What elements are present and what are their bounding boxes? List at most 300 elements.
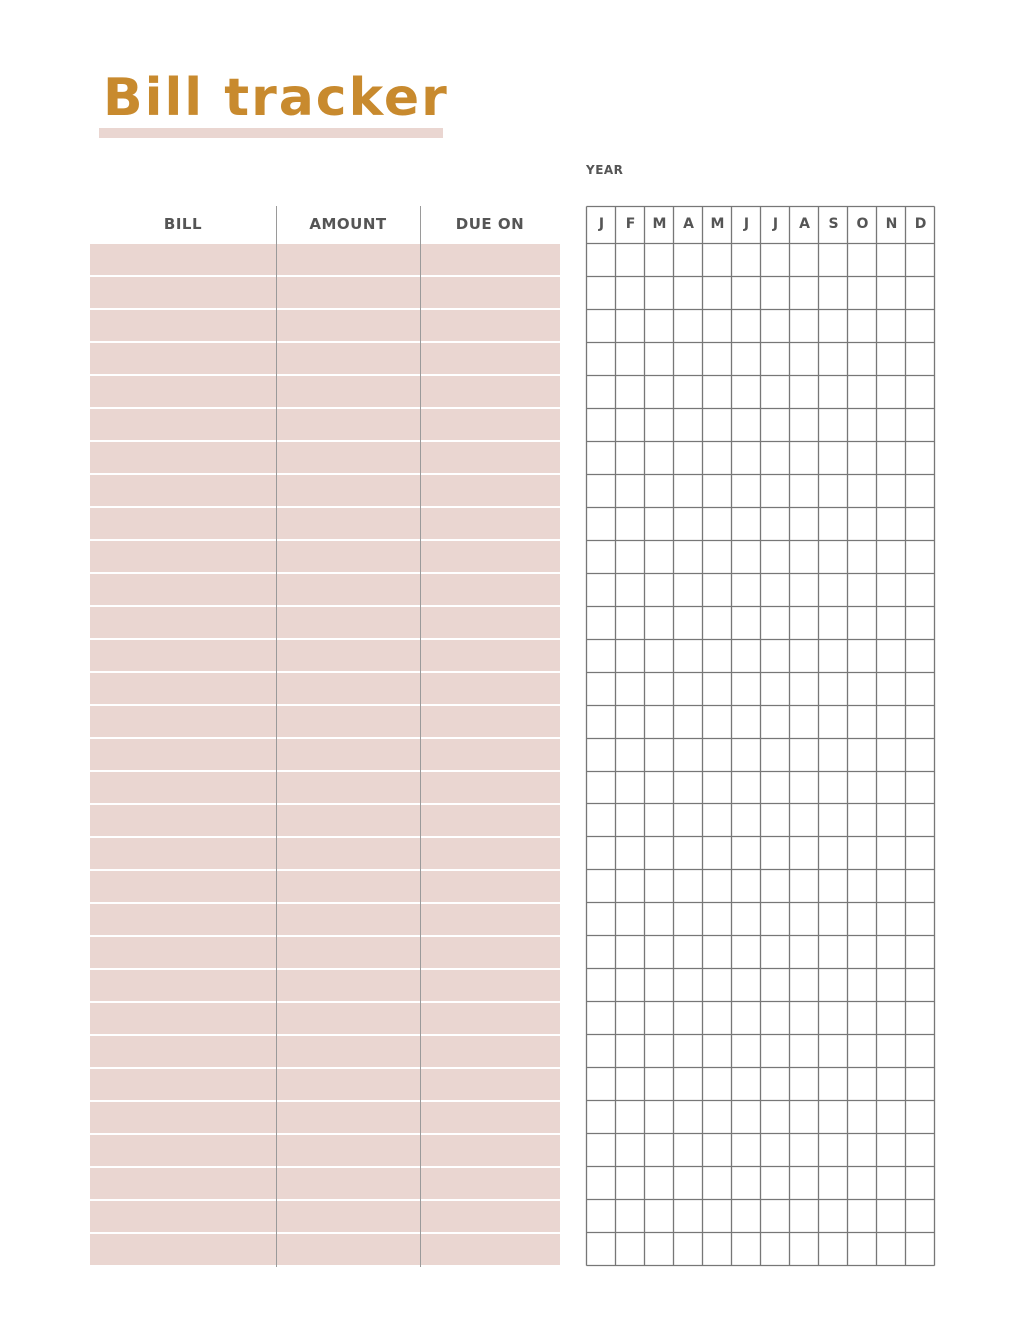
month-checkbox-cell[interactable] [587,969,615,1001]
month-checkbox-cell[interactable] [674,475,702,507]
month-checkbox-cell[interactable] [732,739,760,771]
month-checkbox-cell[interactable] [848,1002,876,1034]
month-checkbox-cell[interactable] [790,508,818,540]
month-checkbox-cell[interactable] [761,442,789,474]
month-checkbox-cell[interactable] [877,409,905,441]
month-checkbox-cell[interactable] [819,475,847,507]
month-checkbox-cell[interactable] [790,706,818,738]
month-checkbox-cell[interactable] [674,837,702,869]
month-checkbox-cell[interactable] [848,837,876,869]
month-checkbox-cell[interactable] [848,706,876,738]
month-checkbox-cell[interactable] [674,706,702,738]
month-checkbox-cell[interactable] [761,277,789,309]
month-checkbox-cell[interactable] [587,1002,615,1034]
month-checkbox-cell[interactable] [790,409,818,441]
month-checkbox-cell[interactable] [819,574,847,606]
month-checkbox-cell[interactable] [703,508,731,540]
bill-row[interactable] [90,1069,560,1100]
month-checkbox-cell[interactable] [761,640,789,672]
month-checkbox-cell[interactable] [674,607,702,639]
month-checkbox-cell[interactable] [848,310,876,342]
month-checkbox-cell[interactable] [674,376,702,408]
month-checkbox-cell[interactable] [761,343,789,375]
month-checkbox-cell[interactable] [674,574,702,606]
month-checkbox-cell[interactable] [587,343,615,375]
month-checkbox-cell[interactable] [906,508,934,540]
month-checkbox-cell[interactable] [645,409,673,441]
bill-row[interactable] [90,904,560,935]
bill-row[interactable] [90,475,560,506]
month-checkbox-cell[interactable] [616,277,644,309]
month-checkbox-cell[interactable] [790,1035,818,1067]
month-checkbox-cell[interactable] [877,837,905,869]
month-checkbox-cell[interactable] [587,244,615,276]
month-checkbox-cell[interactable] [761,541,789,573]
bill-row[interactable] [90,574,560,605]
month-checkbox-cell[interactable] [761,804,789,836]
bill-row[interactable] [90,1168,560,1199]
month-checkbox-cell[interactable] [790,1002,818,1034]
month-checkbox-cell[interactable] [819,804,847,836]
month-checkbox-cell[interactable] [674,936,702,968]
month-checkbox-cell[interactable] [703,837,731,869]
month-checkbox-cell[interactable] [790,574,818,606]
month-checkbox-cell[interactable] [848,244,876,276]
month-checkbox-cell[interactable] [761,607,789,639]
month-checkbox-cell[interactable] [674,409,702,441]
month-checkbox-cell[interactable] [848,1134,876,1166]
month-checkbox-cell[interactable] [790,640,818,672]
month-checkbox-cell[interactable] [587,1134,615,1166]
month-checkbox-cell[interactable] [848,442,876,474]
month-checkbox-cell[interactable] [906,1167,934,1199]
month-checkbox-cell[interactable] [819,1068,847,1100]
month-checkbox-cell[interactable] [790,837,818,869]
month-checkbox-cell[interactable] [645,607,673,639]
month-checkbox-cell[interactable] [877,277,905,309]
month-checkbox-cell[interactable] [848,870,876,902]
month-checkbox-cell[interactable] [819,1167,847,1199]
month-checkbox-cell[interactable] [674,673,702,705]
month-checkbox-cell[interactable] [790,343,818,375]
month-checkbox-cell[interactable] [761,837,789,869]
month-checkbox-cell[interactable] [906,1200,934,1232]
month-checkbox-cell[interactable] [645,277,673,309]
month-checkbox-cell[interactable] [761,1002,789,1034]
bill-row[interactable] [90,838,560,869]
bill-row[interactable] [90,508,560,539]
month-checkbox-cell[interactable] [616,1101,644,1133]
month-checkbox-cell[interactable] [906,1035,934,1067]
month-checkbox-cell[interactable] [761,706,789,738]
month-checkbox-cell[interactable] [790,772,818,804]
month-checkbox-cell[interactable] [877,772,905,804]
month-checkbox-cell[interactable] [645,936,673,968]
month-checkbox-cell[interactable] [616,1002,644,1034]
month-checkbox-cell[interactable] [645,772,673,804]
month-checkbox-cell[interactable] [906,1101,934,1133]
month-checkbox-cell[interactable] [703,936,731,968]
month-checkbox-cell[interactable] [703,1101,731,1133]
month-checkbox-cell[interactable] [587,739,615,771]
month-checkbox-cell[interactable] [877,969,905,1001]
month-checkbox-cell[interactable] [848,1200,876,1232]
month-checkbox-cell[interactable] [674,1068,702,1100]
month-checkbox-cell[interactable] [645,673,673,705]
month-checkbox-cell[interactable] [906,673,934,705]
month-checkbox-cell[interactable] [761,1101,789,1133]
month-checkbox-cell[interactable] [587,541,615,573]
month-checkbox-cell[interactable] [790,870,818,902]
month-checkbox-cell[interactable] [819,376,847,408]
month-checkbox-cell[interactable] [819,1200,847,1232]
month-checkbox-cell[interactable] [906,442,934,474]
bill-row[interactable] [90,277,560,308]
month-checkbox-cell[interactable] [587,310,615,342]
month-checkbox-cell[interactable] [674,1035,702,1067]
month-checkbox-cell[interactable] [790,1200,818,1232]
bill-row[interactable] [90,1135,560,1166]
month-checkbox-cell[interactable] [674,870,702,902]
month-checkbox-cell[interactable] [790,969,818,1001]
month-checkbox-cell[interactable] [906,903,934,935]
month-checkbox-cell[interactable] [645,1068,673,1100]
month-checkbox-cell[interactable] [703,310,731,342]
month-checkbox-cell[interactable] [732,673,760,705]
month-checkbox-cell[interactable] [674,343,702,375]
month-checkbox-cell[interactable] [790,739,818,771]
month-checkbox-cell[interactable] [790,244,818,276]
bill-row[interactable] [90,376,560,407]
month-checkbox-cell[interactable] [587,574,615,606]
month-checkbox-cell[interactable] [645,244,673,276]
month-checkbox-cell[interactable] [790,1167,818,1199]
month-checkbox-cell[interactable] [616,310,644,342]
month-checkbox-cell[interactable] [877,706,905,738]
month-checkbox-cell[interactable] [877,1035,905,1067]
month-checkbox-cell[interactable] [877,607,905,639]
month-checkbox-cell[interactable] [616,1068,644,1100]
month-checkbox-cell[interactable] [877,442,905,474]
month-checkbox-cell[interactable] [645,1233,673,1265]
month-checkbox-cell[interactable] [790,541,818,573]
month-checkbox-cell[interactable] [674,804,702,836]
month-checkbox-cell[interactable] [616,969,644,1001]
month-checkbox-cell[interactable] [674,508,702,540]
month-checkbox-cell[interactable] [587,442,615,474]
month-checkbox-cell[interactable] [645,969,673,1001]
month-checkbox-cell[interactable] [732,1134,760,1166]
month-checkbox-cell[interactable] [703,277,731,309]
month-checkbox-cell[interactable] [732,640,760,672]
month-checkbox-cell[interactable] [877,475,905,507]
month-checkbox-cell[interactable] [674,1002,702,1034]
month-checkbox-cell[interactable] [674,969,702,1001]
month-checkbox-cell[interactable] [848,409,876,441]
month-checkbox-cell[interactable] [616,343,644,375]
month-checkbox-cell[interactable] [732,804,760,836]
month-checkbox-cell[interactable] [848,1101,876,1133]
month-checkbox-cell[interactable] [790,376,818,408]
month-checkbox-cell[interactable] [906,343,934,375]
month-checkbox-cell[interactable] [587,475,615,507]
month-checkbox-cell[interactable] [703,1167,731,1199]
month-checkbox-cell[interactable] [703,772,731,804]
month-checkbox-cell[interactable] [906,409,934,441]
month-checkbox-cell[interactable] [703,607,731,639]
month-checkbox-cell[interactable] [703,1002,731,1034]
month-checkbox-cell[interactable] [761,673,789,705]
month-checkbox-cell[interactable] [848,376,876,408]
month-checkbox-cell[interactable] [674,541,702,573]
month-checkbox-cell[interactable] [645,475,673,507]
month-checkbox-cell[interactable] [906,541,934,573]
month-checkbox-cell[interactable] [732,475,760,507]
month-checkbox-cell[interactable] [587,804,615,836]
month-checkbox-cell[interactable] [645,574,673,606]
month-checkbox-cell[interactable] [645,508,673,540]
month-checkbox-cell[interactable] [761,969,789,1001]
month-checkbox-cell[interactable] [819,1233,847,1265]
month-checkbox-cell[interactable] [703,574,731,606]
month-checkbox-cell[interactable] [732,574,760,606]
bill-row[interactable] [90,607,560,638]
month-checkbox-cell[interactable] [703,739,731,771]
month-checkbox-cell[interactable] [645,442,673,474]
month-checkbox-cell[interactable] [616,1233,644,1265]
month-checkbox-cell[interactable] [645,640,673,672]
month-checkbox-cell[interactable] [587,640,615,672]
month-checkbox-cell[interactable] [587,673,615,705]
month-checkbox-cell[interactable] [790,804,818,836]
month-checkbox-cell[interactable] [906,310,934,342]
month-checkbox-cell[interactable] [819,936,847,968]
month-checkbox-cell[interactable] [587,837,615,869]
month-checkbox-cell[interactable] [848,475,876,507]
month-checkbox-cell[interactable] [877,1134,905,1166]
month-checkbox-cell[interactable] [790,673,818,705]
month-checkbox-cell[interactable] [761,1167,789,1199]
month-checkbox-cell[interactable] [877,574,905,606]
month-checkbox-cell[interactable] [906,277,934,309]
month-checkbox-cell[interactable] [674,640,702,672]
month-checkbox-cell[interactable] [616,673,644,705]
bill-row[interactable] [90,739,560,770]
month-checkbox-cell[interactable] [732,936,760,968]
month-checkbox-cell[interactable] [703,475,731,507]
month-checkbox-cell[interactable] [703,1200,731,1232]
month-checkbox-cell[interactable] [616,574,644,606]
month-checkbox-cell[interactable] [761,508,789,540]
month-checkbox-cell[interactable] [616,804,644,836]
month-checkbox-cell[interactable] [587,1233,615,1265]
month-checkbox-cell[interactable] [616,409,644,441]
month-checkbox-cell[interactable] [732,1233,760,1265]
month-checkbox-cell[interactable] [732,1200,760,1232]
month-checkbox-cell[interactable] [906,772,934,804]
bill-row[interactable] [90,1102,560,1133]
bill-row[interactable] [90,1201,560,1232]
month-checkbox-cell[interactable] [587,607,615,639]
month-checkbox-cell[interactable] [587,706,615,738]
bill-row[interactable] [90,673,560,704]
month-checkbox-cell[interactable] [616,376,644,408]
month-checkbox-cell[interactable] [848,739,876,771]
month-checkbox-cell[interactable] [819,903,847,935]
month-checkbox-cell[interactable] [877,640,905,672]
month-checkbox-cell[interactable] [906,1134,934,1166]
month-checkbox-cell[interactable] [819,244,847,276]
month-checkbox-cell[interactable] [819,607,847,639]
month-checkbox-cell[interactable] [819,969,847,1001]
month-checkbox-cell[interactable] [645,1200,673,1232]
month-checkbox-cell[interactable] [877,1101,905,1133]
month-checkbox-cell[interactable] [703,1233,731,1265]
month-checkbox-cell[interactable] [732,969,760,1001]
month-checkbox-cell[interactable] [616,640,644,672]
month-checkbox-cell[interactable] [645,870,673,902]
month-checkbox-cell[interactable] [587,870,615,902]
month-checkbox-cell[interactable] [587,1101,615,1133]
month-checkbox-cell[interactable] [906,837,934,869]
month-checkbox-cell[interactable] [819,1002,847,1034]
month-checkbox-cell[interactable] [616,772,644,804]
bill-row[interactable] [90,970,560,1001]
month-checkbox-cell[interactable] [645,804,673,836]
bill-row[interactable] [90,1234,560,1265]
month-checkbox-cell[interactable] [587,1200,615,1232]
month-checkbox-cell[interactable] [732,607,760,639]
month-checkbox-cell[interactable] [848,343,876,375]
month-checkbox-cell[interactable] [848,541,876,573]
month-checkbox-cell[interactable] [616,1035,644,1067]
month-checkbox-cell[interactable] [587,409,615,441]
month-checkbox-cell[interactable] [906,244,934,276]
month-checkbox-cell[interactable] [848,673,876,705]
month-checkbox-cell[interactable] [645,1035,673,1067]
month-checkbox-cell[interactable] [819,442,847,474]
month-checkbox-cell[interactable] [616,870,644,902]
month-checkbox-cell[interactable] [732,1167,760,1199]
month-checkbox-cell[interactable] [732,837,760,869]
month-checkbox-cell[interactable] [616,837,644,869]
month-checkbox-cell[interactable] [790,442,818,474]
month-checkbox-cell[interactable] [877,1233,905,1265]
month-checkbox-cell[interactable] [877,310,905,342]
month-checkbox-cell[interactable] [819,343,847,375]
month-checkbox-cell[interactable] [877,376,905,408]
month-checkbox-cell[interactable] [877,903,905,935]
month-checkbox-cell[interactable] [906,1233,934,1265]
month-checkbox-cell[interactable] [587,936,615,968]
month-checkbox-cell[interactable] [616,508,644,540]
month-checkbox-cell[interactable] [645,739,673,771]
month-checkbox-cell[interactable] [616,1134,644,1166]
month-checkbox-cell[interactable] [906,870,934,902]
month-checkbox-cell[interactable] [674,1101,702,1133]
month-checkbox-cell[interactable] [732,343,760,375]
month-checkbox-cell[interactable] [848,903,876,935]
month-checkbox-cell[interactable] [877,936,905,968]
month-checkbox-cell[interactable] [790,475,818,507]
month-checkbox-cell[interactable] [674,739,702,771]
month-checkbox-cell[interactable] [587,508,615,540]
bill-row[interactable] [90,772,560,803]
month-checkbox-cell[interactable] [848,1167,876,1199]
month-checkbox-cell[interactable] [616,442,644,474]
bill-row[interactable] [90,871,560,902]
month-checkbox-cell[interactable] [877,244,905,276]
month-checkbox-cell[interactable] [616,541,644,573]
month-checkbox-cell[interactable] [616,244,644,276]
month-checkbox-cell[interactable] [761,936,789,968]
month-checkbox-cell[interactable] [819,1134,847,1166]
month-checkbox-cell[interactable] [790,1101,818,1133]
month-checkbox-cell[interactable] [877,739,905,771]
month-checkbox-cell[interactable] [703,409,731,441]
month-checkbox-cell[interactable] [819,508,847,540]
month-checkbox-cell[interactable] [790,1233,818,1265]
bill-row[interactable] [90,1036,560,1067]
month-checkbox-cell[interactable] [906,804,934,836]
month-checkbox-cell[interactable] [906,706,934,738]
month-checkbox-cell[interactable] [645,541,673,573]
month-checkbox-cell[interactable] [703,376,731,408]
month-checkbox-cell[interactable] [703,442,731,474]
month-checkbox-cell[interactable] [790,607,818,639]
month-checkbox-cell[interactable] [703,1068,731,1100]
month-checkbox-cell[interactable] [703,640,731,672]
month-checkbox-cell[interactable] [819,541,847,573]
month-checkbox-cell[interactable] [790,1134,818,1166]
month-checkbox-cell[interactable] [703,804,731,836]
bill-row[interactable] [90,310,560,341]
month-checkbox-cell[interactable] [732,541,760,573]
month-checkbox-cell[interactable] [587,277,615,309]
month-checkbox-cell[interactable] [645,1101,673,1133]
month-checkbox-cell[interactable] [703,903,731,935]
month-checkbox-cell[interactable] [819,310,847,342]
month-checkbox-cell[interactable] [848,969,876,1001]
month-checkbox-cell[interactable] [732,1068,760,1100]
month-checkbox-cell[interactable] [645,1167,673,1199]
month-checkbox-cell[interactable] [761,310,789,342]
month-checkbox-cell[interactable] [819,277,847,309]
bill-row[interactable] [90,1003,560,1034]
month-checkbox-cell[interactable] [645,1134,673,1166]
month-checkbox-cell[interactable] [848,640,876,672]
month-checkbox-cell[interactable] [761,1134,789,1166]
month-checkbox-cell[interactable] [703,673,731,705]
bill-row[interactable] [90,937,560,968]
month-checkbox-cell[interactable] [819,409,847,441]
month-checkbox-cell[interactable] [877,508,905,540]
month-checkbox-cell[interactable] [732,1035,760,1067]
month-checkbox-cell[interactable] [819,772,847,804]
month-checkbox-cell[interactable] [848,772,876,804]
month-checkbox-cell[interactable] [848,574,876,606]
month-checkbox-cell[interactable] [906,936,934,968]
month-checkbox-cell[interactable] [848,936,876,968]
month-checkbox-cell[interactable] [703,969,731,1001]
month-checkbox-cell[interactable] [819,640,847,672]
month-checkbox-cell[interactable] [703,343,731,375]
month-checkbox-cell[interactable] [674,1134,702,1166]
month-checkbox-cell[interactable] [761,1233,789,1265]
month-checkbox-cell[interactable] [732,244,760,276]
month-checkbox-cell[interactable] [732,376,760,408]
month-checkbox-cell[interactable] [819,673,847,705]
